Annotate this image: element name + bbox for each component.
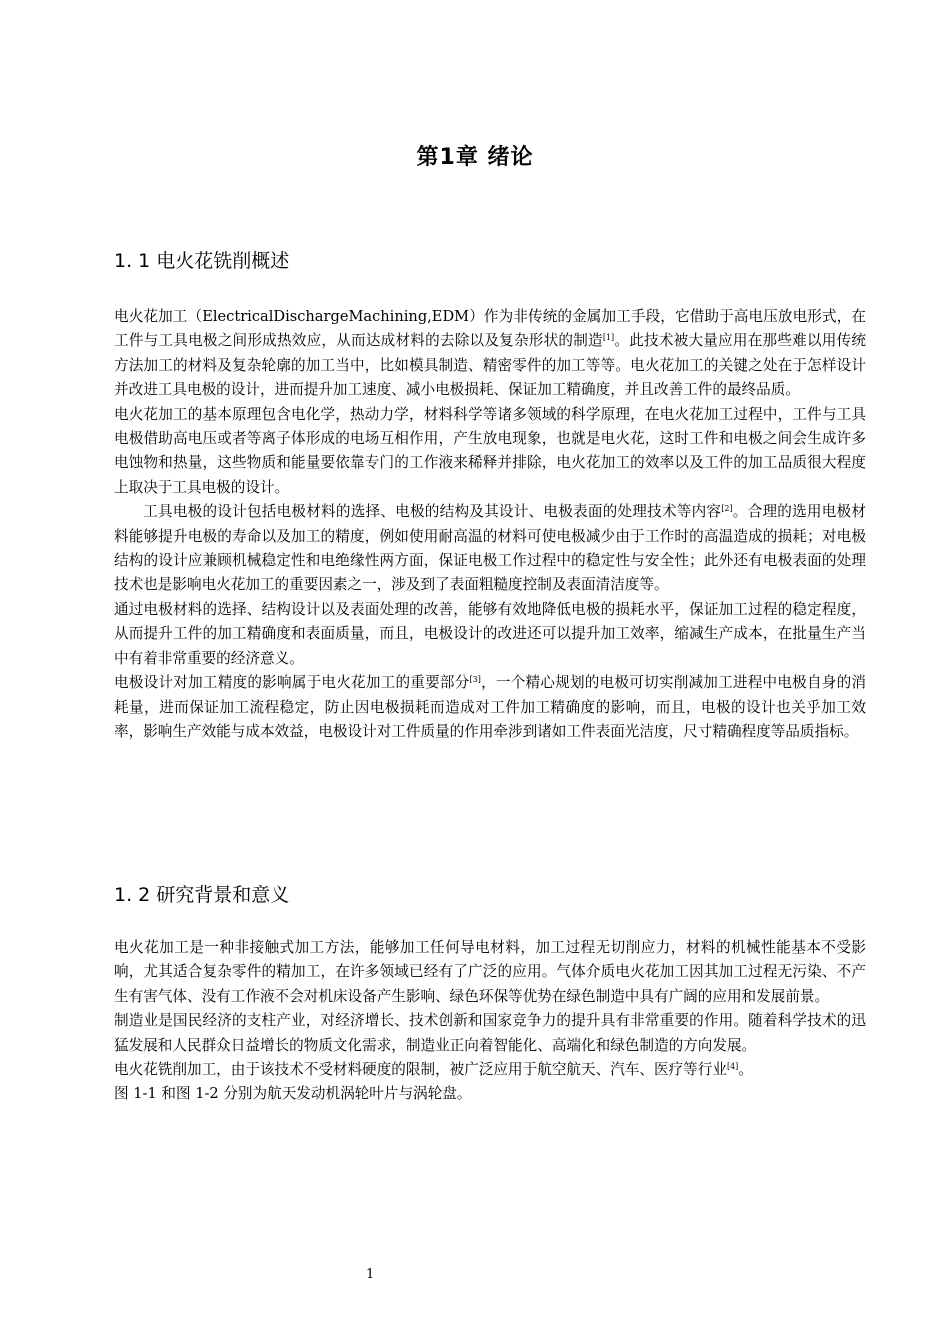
chapter-title: 第1章 绪论: [416, 145, 534, 170]
section-heading-1-2: 1. 2 研究背景和意义: [114, 884, 290, 906]
paragraph: 工具电极的设计包括电极材料的选择、电极的结构及其设计、电极表面的处理技术等内容[2]。合理的选用电极材料能够提升电极的寿命以及加工的精度，例如使用耐高温的材料可使电极减少由于工作时的高温造成的损耗；对电极结构的设计应兼顾机械稳定性和电绝缘性两方面，保证电极工作过程中的稳定性与安全性；此外还有电极表面的处理技术也是影响电火花加工的重要因素之一，涉及到了表面粗糙度控制及表面清洁度等。: [114, 503, 866, 594]
citation-ref: [2]: [721, 504, 733, 514]
paragraph: 电火花加工的基本原理包含电化学，热动力学，材料科学等诸多领域的科学原理，在电火花加工过程中，工件与工具电极借助高电压或者等离子体形成的电场互相作用，产生放电现象，也就是电火花，这时工件和电极之间会生成许多电蚀物和热量，这些物质和能量要依靠专门的工作液来稀释并排除，电火花加工的效率以及工件的加工品质很大程度上取决于工具电极的设计。: [114, 405, 866, 496]
section-1-2-body: [114, 936, 866, 1107]
citation-ref: [1]: [602, 333, 615, 343]
paragraph: 电火花铣削加工，由于该技术不受材料硬度的限制，被广泛应用于航空航天、汽车、医疗等行业[4]。: [114, 1061, 753, 1079]
section-1-1-body: [114, 305, 866, 744]
citation-ref: [3]: [469, 675, 481, 685]
paragraph: 电火花加工是一种非接触式加工方法，能够加工任何导电材料，加工过程无切削应力，材料的机械性能基本不受影响，尤其适合复杂零件的精加工，在许多领域已经有了广泛的应用。气体介质电火花加工因其加工过程无污染、不产生有害气体、没有工作液不会对机床设备产生影响、绿色环保等优势在绿色制造中具有广阔的应用和发展前景。: [114, 939, 866, 1005]
paragraph: 图 1-1 和图 1-2 分别为航天发动机涡轮叶片与涡轮盘。: [114, 1085, 472, 1103]
paragraph: 通过电极材料的选择、结构设计以及表面处理的改善，能够有效地降低电极的损耗水平，保证加工过程的稳定程度，从而提升工件的加工精确度和表面质量，而且，电极设计的改进还可以提升加工效率，缩减生产成本，在批量生产当中有着非常重要的经济意义。: [114, 600, 866, 667]
paragraph: 电火花加工（ElectricalDischargeMachining,EDM）作为非传统的金属加工手段，它借助于高电压放电形式，在工件与工具电极之间形成热效应，从而达成材料的去除以及复杂形状的制造[1]。此技术被大量应用在那些难以用传统方法加工的材料及复杂轮廓的加工当中，比如模具制造、精密零件的加工等等。电火花加工的关键之处在于怎样设计并改进工具电极的设计，进而提升加工速度、减小电极损耗、保证加工精确度，并且改善工件的最终品质。: [114, 308, 866, 399]
paragraph: 电极设计对加工精度的影响属于电火花加工的重要部分[3]，一个精心规划的电极可切实削减加工进程中电极自身的消耗量，进而保证加工流程稳定，防止因电极损耗而造成对工件加工精确度的影响，而且，电极的设计也关乎加工效率，影响生产效能与成本效益，电极设计对工件质量的作用牵涉到诸如工件表面光洁度，尺寸精确程度等品质指标。: [114, 674, 866, 740]
page-number: 1: [366, 1267, 375, 1282]
citation-ref: [4]: [726, 1062, 739, 1072]
paragraph: 制造业是国民经济的支柱产业，对经济增长、技术创新和国家竞争力的提升具有非常重要的作用。随着科学技术的迅猛发展和人民群众日益增长的物质文化需求，制造业正向着智能化、高端化和绿色制造的方向发展。: [114, 1012, 866, 1054]
section-heading-1-1: 1. 1 电火花铣削概述: [114, 250, 290, 272]
